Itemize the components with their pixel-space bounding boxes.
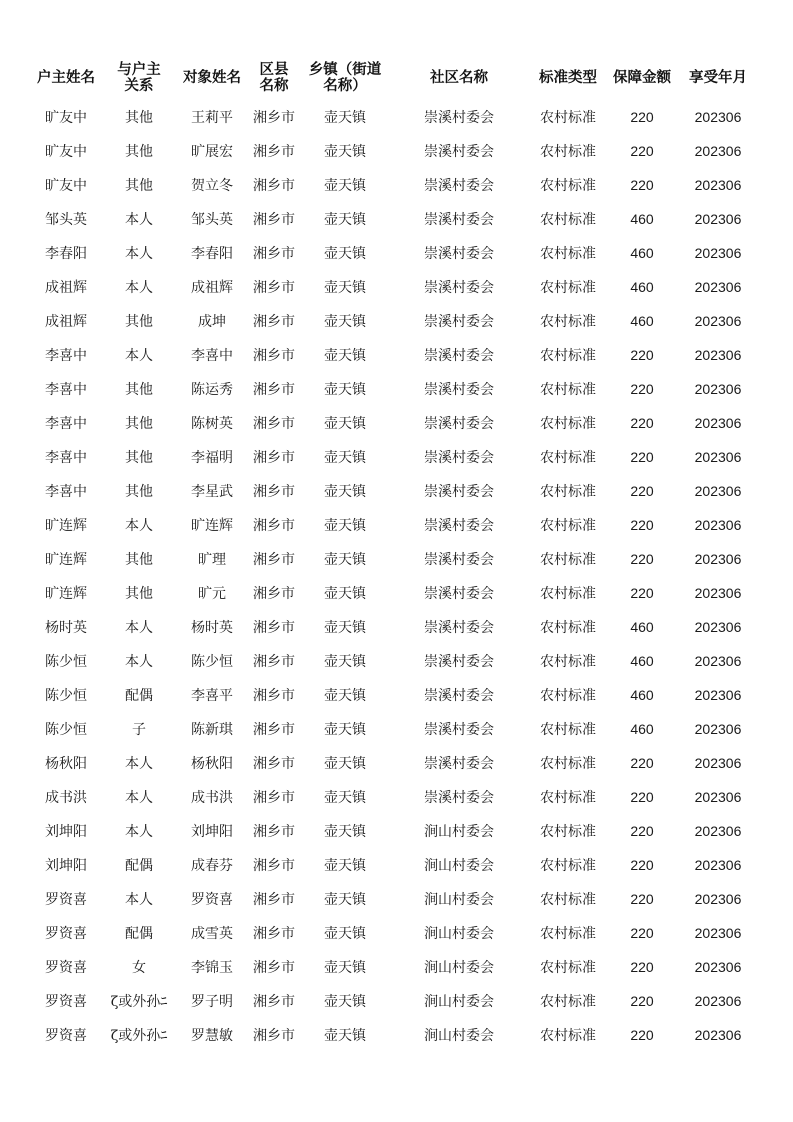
cell-town: 壶天镇 <box>324 552 366 568</box>
table-row <box>30 304 760 338</box>
cell-household-head: 成祖辉 <box>45 314 87 330</box>
cell-household-head: 罗资喜 <box>45 960 87 976</box>
cell-household-head: 旷连辉 <box>45 552 87 568</box>
table-row <box>30 610 760 644</box>
cell-month: 202306 <box>694 993 742 1009</box>
cell-standard-type: 农村标准 <box>540 246 596 262</box>
header-amount: 保障金额 <box>613 70 671 86</box>
cell-town: 壶天镇 <box>324 756 366 772</box>
table-row <box>30 780 760 814</box>
cell-standard-type: 农村标准 <box>540 484 596 500</box>
table-row <box>30 168 760 202</box>
cell-relation: 配偶 <box>125 858 153 874</box>
table-row <box>30 270 760 304</box>
cell-town: 壶天镇 <box>324 450 366 466</box>
cell-relation: 其他 <box>125 484 153 500</box>
cell-relation: 其他 <box>125 450 153 466</box>
cell-month: 202306 <box>694 653 742 669</box>
cell-amount: 460 <box>630 687 654 703</box>
cell-household-head: 旷连辉 <box>45 586 87 602</box>
cell-month: 202306 <box>694 415 742 431</box>
cell-town: 壶天镇 <box>324 790 366 806</box>
cell-relation: 其他 <box>125 416 153 432</box>
cell-town: 壶天镇 <box>324 586 366 602</box>
cell-recipient-name: 旷理 <box>198 552 226 568</box>
table-row <box>30 882 760 916</box>
cell-household-head: 李喜中 <box>45 484 87 500</box>
cell-standard-type: 农村标准 <box>540 552 596 568</box>
cell-county: 湘乡市 <box>253 348 295 364</box>
cell-community: 崇溪村委会 <box>424 722 494 738</box>
cell-relation: 其他 <box>125 110 153 126</box>
cell-month: 202306 <box>694 891 742 907</box>
cell-household-head: 旷连辉 <box>45 518 87 534</box>
cell-household-head: 成祖辉 <box>45 280 87 296</box>
cell-relation: 配偶 <box>125 688 153 704</box>
cell-month: 202306 <box>694 517 742 533</box>
cell-community: 涧山村委会 <box>424 960 494 976</box>
table-row <box>30 100 760 134</box>
table-row <box>30 950 760 984</box>
cell-town: 壶天镇 <box>324 892 366 908</box>
cell-amount: 220 <box>630 789 654 805</box>
cell-town: 壶天镇 <box>324 314 366 330</box>
table-row <box>30 746 760 780</box>
cell-county: 湘乡市 <box>253 722 295 738</box>
cell-county: 湘乡市 <box>253 654 295 670</box>
cell-standard-type: 农村标准 <box>540 722 596 738</box>
cell-household-head: 旷友中 <box>45 178 87 194</box>
cell-county: 湘乡市 <box>253 144 295 160</box>
cell-town: 壶天镇 <box>324 280 366 296</box>
cell-recipient-name: 李福明 <box>191 450 233 466</box>
table-row <box>30 202 760 236</box>
cell-town: 壶天镇 <box>324 722 366 738</box>
cell-community: 崇溪村委会 <box>424 382 494 398</box>
cell-month: 202306 <box>694 585 742 601</box>
cell-standard-type: 农村标准 <box>540 212 596 228</box>
cell-relation: 本人 <box>125 620 153 636</box>
cell-relation: 本人 <box>125 654 153 670</box>
cell-relation: 女 <box>132 960 146 976</box>
cell-month: 202306 <box>694 687 742 703</box>
cell-recipient-name: 成祖辉 <box>191 280 233 296</box>
cell-relation: 其他 <box>125 314 153 330</box>
cell-amount: 460 <box>630 619 654 635</box>
cell-county: 湘乡市 <box>253 790 295 806</box>
cell-amount: 460 <box>630 211 654 227</box>
header-month: 享受年月 <box>689 70 747 86</box>
cell-county: 湘乡市 <box>253 756 295 772</box>
cell-household-head: 李喜中 <box>45 348 87 364</box>
cell-recipient-name: 成坤 <box>198 314 226 330</box>
cell-town: 壶天镇 <box>324 994 366 1010</box>
cell-recipient-name: 贺立冬 <box>191 178 233 194</box>
cell-amount: 220 <box>630 415 654 431</box>
cell-standard-type: 农村标准 <box>540 994 596 1010</box>
cell-county: 湘乡市 <box>253 1028 295 1044</box>
table-row <box>30 1018 760 1052</box>
cell-month: 202306 <box>694 143 742 159</box>
cell-community: 涧山村委会 <box>424 1028 494 1044</box>
cell-standard-type: 农村标准 <box>540 314 596 330</box>
cell-recipient-name: 李喜平 <box>191 688 233 704</box>
cell-community: 崇溪村委会 <box>424 280 494 296</box>
cell-household-head: 邹头英 <box>45 212 87 228</box>
cell-household-head: 陈少恒 <box>45 654 87 670</box>
cell-standard-type: 农村标准 <box>540 1028 596 1044</box>
cell-community: 崇溪村委会 <box>424 620 494 636</box>
cell-standard-type: 农村标准 <box>540 756 596 772</box>
cell-household-head: 李春阳 <box>45 246 87 262</box>
cell-community: 崇溪村委会 <box>424 484 494 500</box>
cell-standard-type: 农村标准 <box>540 110 596 126</box>
cell-county: 湘乡市 <box>253 858 295 874</box>
cell-town: 壶天镇 <box>324 518 366 534</box>
cell-month: 202306 <box>694 211 742 227</box>
assistance-table <box>30 56 760 1052</box>
cell-community: 涧山村委会 <box>424 892 494 908</box>
cell-town: 壶天镇 <box>324 416 366 432</box>
cell-household-head: 陈少恒 <box>45 722 87 738</box>
cell-standard-type: 农村标准 <box>540 824 596 840</box>
cell-standard-type: 农村标准 <box>540 382 596 398</box>
cell-community: 崇溪村委会 <box>424 552 494 568</box>
header-town: 乡镇（街道 名称） <box>308 62 382 94</box>
cell-community: 涧山村委会 <box>424 994 494 1010</box>
cell-month: 202306 <box>694 347 742 363</box>
table-row <box>30 236 760 270</box>
cell-recipient-name: 王莉平 <box>191 110 233 126</box>
cell-month: 202306 <box>694 109 742 125</box>
cell-household-head: 杨秋阳 <box>45 756 87 772</box>
cell-county: 湘乡市 <box>253 586 295 602</box>
table-row <box>30 542 760 576</box>
cell-standard-type: 农村标准 <box>540 518 596 534</box>
cell-month: 202306 <box>694 449 742 465</box>
cell-community: 崇溪村委会 <box>424 790 494 806</box>
cell-household-head: 罗资喜 <box>45 926 87 942</box>
cell-month: 202306 <box>694 755 742 771</box>
cell-county: 湘乡市 <box>253 994 295 1010</box>
cell-community: 崇溪村委会 <box>424 688 494 704</box>
cell-amount: 220 <box>630 823 654 839</box>
cell-household-head: 罗资喜 <box>45 994 87 1010</box>
cell-recipient-name: 成春芬 <box>191 858 233 874</box>
cell-amount: 220 <box>630 585 654 601</box>
cell-recipient-name: 罗慧敏 <box>191 1028 233 1044</box>
cell-recipient-name: 杨时英 <box>191 620 233 636</box>
cell-town: 壶天镇 <box>324 824 366 840</box>
cell-amount: 460 <box>630 653 654 669</box>
cell-amount: 460 <box>630 245 654 261</box>
cell-month: 202306 <box>694 789 742 805</box>
cell-amount: 220 <box>630 755 654 771</box>
cell-relation: 其他 <box>125 586 153 602</box>
cell-town: 壶天镇 <box>324 382 366 398</box>
cell-standard-type: 农村标准 <box>540 450 596 466</box>
cell-month: 202306 <box>694 381 742 397</box>
cell-standard-type: 农村标准 <box>540 178 596 194</box>
cell-standard-type: 农村标准 <box>540 144 596 160</box>
cell-county: 湘乡市 <box>253 110 295 126</box>
cell-amount: 460 <box>630 279 654 295</box>
cell-recipient-name: 陈运秀 <box>191 382 233 398</box>
cell-household-head: 成书洪 <box>45 790 87 806</box>
cell-relation: 本人 <box>125 756 153 772</box>
header-recipient-name: 对象姓名 <box>183 70 241 86</box>
cell-month: 202306 <box>694 857 742 873</box>
cell-month: 202306 <box>694 823 742 839</box>
cell-county: 湘乡市 <box>253 314 295 330</box>
cell-month: 202306 <box>694 313 742 329</box>
cell-county: 湘乡市 <box>253 552 295 568</box>
cell-county: 湘乡市 <box>253 178 295 194</box>
cell-community: 涧山村委会 <box>424 824 494 840</box>
cell-standard-type: 农村标准 <box>540 416 596 432</box>
table-row <box>30 848 760 882</box>
cell-relation: 子 <box>132 722 146 738</box>
cell-amount: 460 <box>630 313 654 329</box>
cell-amount: 220 <box>630 483 654 499</box>
cell-recipient-name: 李喜中 <box>191 348 233 364</box>
cell-amount: 220 <box>630 891 654 907</box>
cell-relation: 配偶 <box>125 926 153 942</box>
cell-town: 壶天镇 <box>324 858 366 874</box>
cell-town: 壶天镇 <box>324 246 366 262</box>
header-community: 社区名称 <box>430 70 488 86</box>
cell-amount: 220 <box>630 143 654 159</box>
cell-standard-type: 农村标准 <box>540 892 596 908</box>
cell-relation: 其他 <box>125 552 153 568</box>
header-row <box>30 56 760 100</box>
cell-town: 壶天镇 <box>324 654 366 670</box>
cell-relation: 本人 <box>125 824 153 840</box>
cell-standard-type: 农村标准 <box>540 586 596 602</box>
cell-community: 涧山村委会 <box>424 926 494 942</box>
table-row <box>30 984 760 1018</box>
table-body <box>30 100 760 1052</box>
table-row <box>30 440 760 474</box>
cell-amount: 220 <box>630 959 654 975</box>
cell-amount: 220 <box>630 381 654 397</box>
cell-relation: ζ或外孙ﾆ <box>110 1028 168 1044</box>
cell-relation: 本人 <box>125 348 153 364</box>
cell-community: 崇溪村委会 <box>424 314 494 330</box>
cell-amount: 460 <box>630 721 654 737</box>
cell-amount: 220 <box>630 1027 654 1043</box>
cell-community: 崇溪村委会 <box>424 212 494 228</box>
cell-household-head: 旷友中 <box>45 144 87 160</box>
table-row <box>30 712 760 746</box>
cell-recipient-name: 旷连辉 <box>191 518 233 534</box>
cell-standard-type: 农村标准 <box>540 654 596 670</box>
cell-recipient-name: 旷展宏 <box>191 144 233 160</box>
cell-community: 涧山村委会 <box>424 858 494 874</box>
table-row <box>30 678 760 712</box>
cell-town: 壶天镇 <box>324 178 366 194</box>
cell-county: 湘乡市 <box>253 246 295 262</box>
cell-household-head: 李喜中 <box>45 450 87 466</box>
cell-recipient-name: 成书洪 <box>191 790 233 806</box>
cell-county: 湘乡市 <box>253 280 295 296</box>
header-standard-type: 标准类型 <box>539 70 597 86</box>
cell-standard-type: 农村标准 <box>540 926 596 942</box>
cell-community: 崇溪村委会 <box>424 654 494 670</box>
cell-recipient-name: 旷元 <box>198 586 226 602</box>
cell-recipient-name: 刘坤阳 <box>191 824 233 840</box>
cell-community: 崇溪村委会 <box>424 518 494 534</box>
cell-standard-type: 农村标准 <box>540 620 596 636</box>
cell-month: 202306 <box>694 245 742 261</box>
cell-standard-type: 农村标准 <box>540 858 596 874</box>
cell-month: 202306 <box>694 177 742 193</box>
cell-month: 202306 <box>694 619 742 635</box>
cell-recipient-name: 李锦玉 <box>191 960 233 976</box>
cell-county: 湘乡市 <box>253 620 295 636</box>
cell-town: 壶天镇 <box>324 110 366 126</box>
cell-community: 崇溪村委会 <box>424 450 494 466</box>
cell-relation: 其他 <box>125 178 153 194</box>
table-header <box>30 56 760 100</box>
cell-month: 202306 <box>694 551 742 567</box>
cell-town: 壶天镇 <box>324 348 366 364</box>
cell-town: 壶天镇 <box>324 688 366 704</box>
cell-household-head: 刘坤阳 <box>45 824 87 840</box>
table-row <box>30 474 760 508</box>
table-row <box>30 508 760 542</box>
cell-relation: 本人 <box>125 280 153 296</box>
cell-relation: 其他 <box>125 144 153 160</box>
cell-county: 湘乡市 <box>253 824 295 840</box>
cell-community: 崇溪村委会 <box>424 144 494 160</box>
cell-month: 202306 <box>694 279 742 295</box>
cell-county: 湘乡市 <box>253 518 295 534</box>
cell-household-head: 罗资喜 <box>45 1028 87 1044</box>
cell-county: 湘乡市 <box>253 960 295 976</box>
cell-household-head: 李喜中 <box>45 382 87 398</box>
cell-recipient-name: 成雪英 <box>191 926 233 942</box>
table-row <box>30 814 760 848</box>
table-row <box>30 916 760 950</box>
cell-county: 湘乡市 <box>253 926 295 942</box>
cell-county: 湘乡市 <box>253 892 295 908</box>
cell-month: 202306 <box>694 959 742 975</box>
cell-recipient-name: 罗子明 <box>191 994 233 1010</box>
cell-relation: 本人 <box>125 212 153 228</box>
table-row <box>30 576 760 610</box>
cell-town: 壶天镇 <box>324 484 366 500</box>
cell-month: 202306 <box>694 925 742 941</box>
cell-amount: 220 <box>630 517 654 533</box>
cell-household-head: 旷友中 <box>45 110 87 126</box>
cell-county: 湘乡市 <box>253 382 295 398</box>
cell-household-head: 陈少恒 <box>45 688 87 704</box>
cell-month: 202306 <box>694 1027 742 1043</box>
cell-amount: 220 <box>630 993 654 1009</box>
header-household-head: 户主姓名 <box>37 70 95 86</box>
cell-town: 壶天镇 <box>324 1028 366 1044</box>
cell-community: 崇溪村委会 <box>424 756 494 772</box>
cell-county: 湘乡市 <box>253 484 295 500</box>
cell-town: 壶天镇 <box>324 960 366 976</box>
cell-community: 崇溪村委会 <box>424 348 494 364</box>
cell-amount: 220 <box>630 449 654 465</box>
cell-town: 壶天镇 <box>324 926 366 942</box>
header-relation: 与户主 关系 <box>117 62 161 94</box>
cell-town: 壶天镇 <box>324 144 366 160</box>
cell-standard-type: 农村标准 <box>540 280 596 296</box>
cell-county: 湘乡市 <box>253 212 295 228</box>
cell-household-head: 李喜中 <box>45 416 87 432</box>
cell-county: 湘乡市 <box>253 416 295 432</box>
cell-amount: 220 <box>630 857 654 873</box>
cell-recipient-name: 李星武 <box>191 484 233 500</box>
cell-standard-type: 农村标准 <box>540 688 596 704</box>
cell-relation: 本人 <box>125 790 153 806</box>
table-row <box>30 372 760 406</box>
cell-recipient-name: 陈新琪 <box>191 722 233 738</box>
cell-household-head: 杨时英 <box>45 620 87 636</box>
cell-household-head: 罗资喜 <box>45 892 87 908</box>
cell-amount: 220 <box>630 551 654 567</box>
cell-community: 崇溪村委会 <box>424 416 494 432</box>
cell-amount: 220 <box>630 347 654 363</box>
cell-recipient-name: 邹头英 <box>191 212 233 228</box>
cell-amount: 220 <box>630 177 654 193</box>
cell-recipient-name: 杨秋阳 <box>191 756 233 772</box>
cell-relation: 其他 <box>125 382 153 398</box>
cell-community: 崇溪村委会 <box>424 110 494 126</box>
cell-town: 壶天镇 <box>324 212 366 228</box>
cell-amount: 220 <box>630 109 654 125</box>
cell-relation: 本人 <box>125 246 153 262</box>
cell-recipient-name: 陈树英 <box>191 416 233 432</box>
cell-amount: 220 <box>630 925 654 941</box>
cell-recipient-name: 李春阳 <box>191 246 233 262</box>
cell-relation: ζ或外孙ﾆ <box>110 994 168 1010</box>
cell-relation: 本人 <box>125 518 153 534</box>
cell-community: 崇溪村委会 <box>424 246 494 262</box>
cell-standard-type: 农村标准 <box>540 348 596 364</box>
table-row <box>30 406 760 440</box>
cell-standard-type: 农村标准 <box>540 790 596 806</box>
table-row <box>30 338 760 372</box>
cell-month: 202306 <box>694 721 742 737</box>
cell-standard-type: 农村标准 <box>540 960 596 976</box>
cell-county: 湘乡市 <box>253 450 295 466</box>
cell-household-head: 刘坤阳 <box>45 858 87 874</box>
header-county: 区县 名称 <box>259 62 289 94</box>
cell-recipient-name: 罗资喜 <box>191 892 233 908</box>
cell-relation: 本人 <box>125 892 153 908</box>
cell-town: 壶天镇 <box>324 620 366 636</box>
cell-county: 湘乡市 <box>253 688 295 704</box>
cell-recipient-name: 陈少恒 <box>191 654 233 670</box>
table-row <box>30 134 760 168</box>
cell-community: 崇溪村委会 <box>424 586 494 602</box>
table-row <box>30 644 760 678</box>
cell-community: 崇溪村委会 <box>424 178 494 194</box>
cell-month: 202306 <box>694 483 742 499</box>
